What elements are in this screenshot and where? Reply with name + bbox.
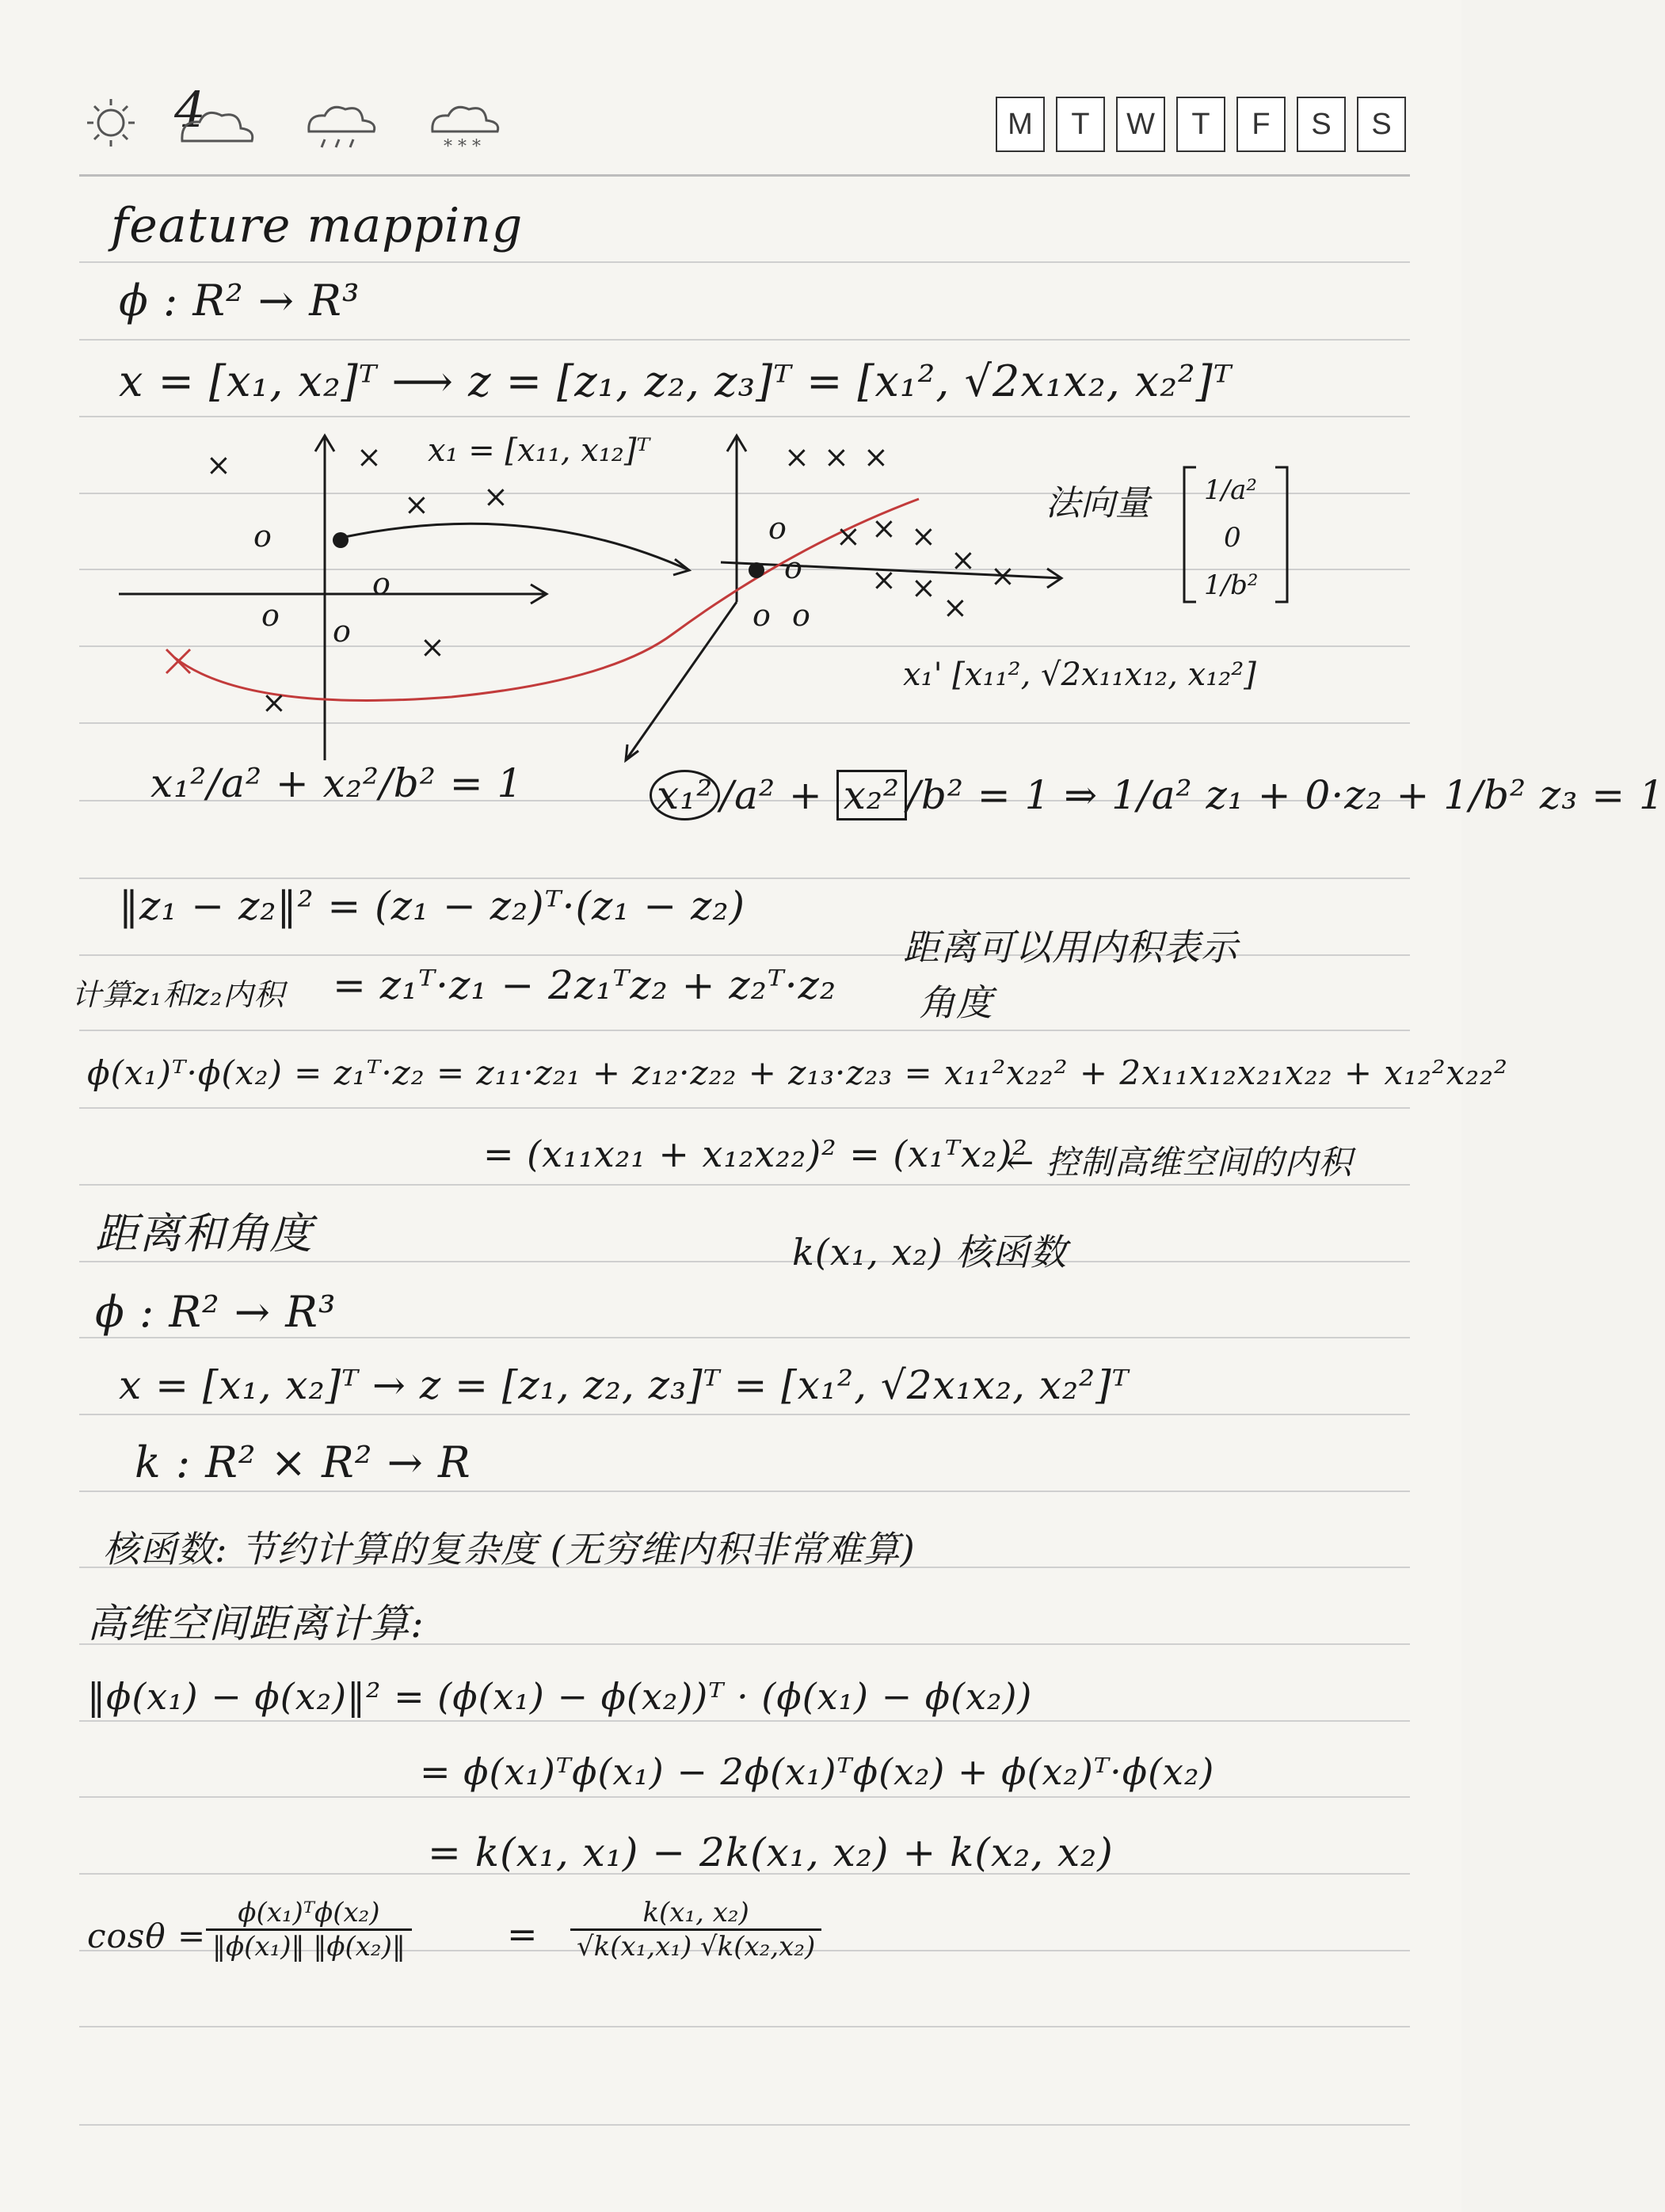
normal-vector-component: 0: [1224, 522, 1241, 554]
ruled-line: [79, 1261, 1410, 1262]
ruled-line: [79, 1414, 1410, 1415]
angle-side-note: 角度: [919, 981, 993, 1024]
svg-text:×: ×: [871, 562, 897, 597]
mapping-formula-2: x = [x₁, x₂]ᵀ → z = [z₁, z₂, z₃]ᵀ = [x₁², √2x₁x₂, x₂²]ᵀ: [119, 1362, 1130, 1408]
cosine-denominator: ‖ϕ(x₁)‖ ‖ϕ(x₂)‖: [212, 1931, 406, 1963]
svg-text:×: ×: [911, 519, 936, 554]
ruled-line: [79, 1337, 1410, 1338]
high-dim-distance-3: = k(x₁, x₁) − 2k(x₁, x₂) + k(x₂, x₂): [428, 1829, 1114, 1875]
ellipse-linear-form: x₁² /a² + x₂² /b² = 1 ⇒ 1/a² z₁ + 0·z₂ + 1/b² z₃ = 1: [650, 772, 1665, 818]
sun-icon: [87, 99, 135, 147]
cosine-kernel-denominator: √k(x₁,x₁) √k(x₂,x₂): [577, 1931, 816, 1963]
svg-text:o: o: [253, 519, 272, 554]
distance-expansion: = z₁ᵀ·z₁ − 2z₁ᵀz₂ + z₂ᵀ·z₂: [333, 962, 837, 1008]
kernel-description: 核函数: 节约计算的复杂度 (无穷维内积非常难算): [103, 1528, 916, 1570]
cosine-equals: =: [507, 1913, 539, 1955]
mapped-point-label: x₁' [x₁₁², √2x₁₁x₁₂, x₁₂²]: [903, 657, 1256, 693]
svg-text:×: ×: [206, 447, 231, 482]
high-dim-title: 高维空间距离计算:: [87, 1601, 425, 1647]
ruled-line: [79, 1184, 1410, 1186]
ruled-line: [79, 339, 1410, 341]
svg-text:o: o: [784, 550, 802, 585]
weekday-box[interactable]: M: [996, 97, 1045, 152]
weekday-box[interactable]: F: [1236, 97, 1286, 152]
kernel-expansion-line-1: ϕ(x₁)ᵀ·ϕ(x₂) = z₁ᵀ·z₂ = z₁₁·z₂₁ + z₁₂·z₂₂ + z₁₃·z₂₃ = x₁₁²x₂₂² + 2x₁₁x₁₂x₂₁x₂₂ + x₁₂²x₂₂²: [87, 1053, 1508, 1092]
svg-text:×: ×: [836, 519, 861, 554]
ruled-line: [79, 878, 1410, 879]
ellipse-equation: x₁²/a² + x₂²/b² = 1: [150, 760, 524, 806]
point-label: x₁ = [x₁₁, x₁₂]ᵀ: [428, 432, 650, 469]
svg-text:×: ×: [943, 590, 968, 625]
svg-text:×: ×: [863, 440, 889, 474]
svg-text:×: ×: [951, 543, 976, 577]
inner-product-note: 计算z₁和z₂内积: [71, 977, 285, 1012]
svg-text:* * *: * * *: [444, 137, 481, 157]
ruled-line: [79, 1720, 1410, 1722]
svg-text:o: o: [792, 598, 810, 633]
svg-text:×: ×: [404, 487, 429, 522]
normal-vector-component: 1/b²: [1204, 569, 1259, 601]
svg-text:o: o: [752, 598, 771, 633]
weekday-box[interactable]: S: [1297, 97, 1346, 152]
ruled-line: [79, 1796, 1410, 1798]
normal-vector-label: 法向量: [1046, 483, 1150, 523]
svg-text:×: ×: [483, 479, 509, 514]
kernel-side-note: ← 控制高维空间的内积: [1006, 1143, 1353, 1182]
hand-mark: 4: [174, 81, 206, 139]
cosine-kernel-numerator: k(x₁, x₂): [570, 1897, 821, 1931]
svg-text:×: ×: [261, 685, 287, 720]
weather-icons: [87, 79, 531, 169]
ruled-line: [79, 416, 1410, 417]
svg-text:×: ×: [990, 558, 1015, 593]
section-title: 距离和角度: [95, 1209, 313, 1258]
svg-text:×: ×: [824, 440, 849, 474]
high-dim-distance-2: = ϕ(x₁)ᵀϕ(x₁) − 2ϕ(x₁)ᵀϕ(x₂) + ϕ(x₂)ᵀ·ϕ(x₂): [420, 1750, 1215, 1793]
svg-text:o: o: [261, 598, 280, 633]
weekday-box[interactable]: S: [1357, 97, 1406, 152]
kernel-expansion-line-2: = (x₁₁x₂₁ + x₁₂x₂₂)² = (x₁ᵀx₂)²: [483, 1133, 1028, 1175]
page-title: feature mapping: [111, 198, 524, 253]
ruled-line: [79, 261, 1410, 263]
svg-text:o: o: [333, 614, 351, 649]
ruled-line: [79, 2124, 1410, 2126]
svg-text:o: o: [372, 566, 391, 601]
ruled-line: [79, 1030, 1410, 1031]
high-dim-distance-1: ‖ϕ(x₁) − ϕ(x₂)‖² = (ϕ(x₁) − ϕ(x₂))ᵀ · (ϕ(x₁) − ϕ(x₂)): [87, 1675, 1033, 1718]
mapping-definition-2: ϕ : R² → R³: [95, 1287, 337, 1337]
ruled-line: [79, 1107, 1410, 1109]
mapping-definition: ϕ : R² → R³: [119, 276, 360, 326]
kernel-function-label: k(x₁, x₂) 核函数: [792, 1231, 1068, 1274]
kernel-definition: k : R² × R² → R: [135, 1437, 471, 1487]
svg-text:×: ×: [420, 630, 445, 664]
weekday-box[interactable]: T: [1176, 97, 1225, 152]
svg-text:×: ×: [784, 440, 810, 474]
svg-text:×: ×: [911, 570, 936, 605]
distance-side-note: 距离可以用内积表示: [903, 926, 1238, 969]
header-divider: [79, 174, 1410, 177]
cosine-numerator: ϕ(x₁)ᵀϕ(x₂): [206, 1897, 412, 1931]
svg-text:o: o: [768, 511, 787, 546]
rain-cloud-icon: [309, 107, 375, 147]
cosine-label: cosθ =: [87, 1917, 207, 1955]
weekday-box[interactable]: T: [1056, 97, 1105, 152]
snow-cloud-icon: [432, 107, 498, 157]
normal-vector-component: 1/a²: [1204, 474, 1257, 506]
svg-text:×: ×: [356, 440, 382, 474]
cosine-kernel-fraction: [570, 1897, 821, 1963]
ruled-line: [79, 2026, 1410, 2027]
feature-map-diagram: [119, 420, 1402, 768]
weekday-boxes: [996, 97, 1406, 152]
distance-equation: ‖z₁ − z₂‖² = (z₁ − z₂)ᵀ·(z₁ − z₂): [119, 883, 746, 929]
weekday-box[interactable]: W: [1116, 97, 1165, 152]
cosine-fraction: [206, 1897, 412, 1963]
ruled-line: [79, 1491, 1410, 1492]
mapping-formula: x = [x₁, x₂]ᵀ ⟶ z = [z₁, z₂, z₃]ᵀ = [x₁², √2x₁x₂, x₂²]ᵀ: [119, 356, 1233, 406]
svg-text:×: ×: [871, 511, 897, 546]
